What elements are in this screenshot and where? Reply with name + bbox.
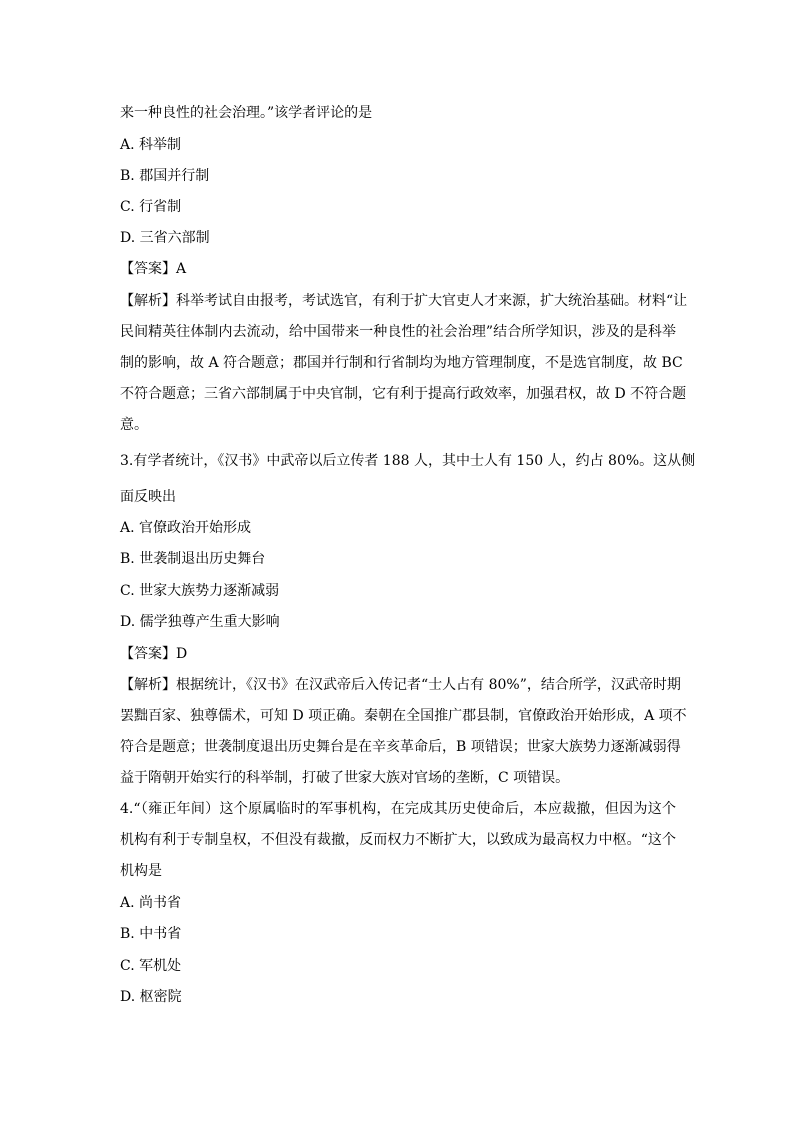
question-2-option-d: D. 三省六部制 — [120, 230, 210, 246]
question-2-stem-tail: 来一种良性的社会治理。”该学者评论的是 — [120, 105, 373, 121]
question-3-answer: 【答案】D — [120, 646, 188, 662]
question-4-option-b: B. 中书省 — [120, 926, 182, 942]
question-3-stem-line: 3.有学者统计，《汉书》中武帝以后立传者 188 人，其中士人有 150 人，约占 80%。这从侧 — [120, 453, 696, 469]
question-3-option-c: C. 世家大族势力逐渐减弱 — [120, 583, 280, 599]
question-4-option-c: C. 军机处 — [120, 958, 182, 974]
question-3-stem-line: 面反映出 — [120, 489, 176, 505]
question-4-stem-line: 机构是 — [120, 863, 162, 879]
question-3-option-b: B. 世袭制退出历史舞台 — [120, 551, 266, 567]
question-2-analysis-line: 意。 — [120, 417, 148, 433]
question-4-option-a: A. 尚书省 — [120, 895, 182, 911]
question-3-analysis-line: 益于隋朝开始实行的科举制，打破了世家大族对官场的垄断，C 项错误。 — [120, 770, 570, 786]
question-2-analysis-line: 民间精英往体制内去流动，给中国带来一种良性的社会治理”结合所学知识，涉及的是科举 — [120, 324, 676, 340]
question-2-option-a: A. 科举制 — [120, 137, 182, 153]
question-2-answer: 【答案】A — [120, 261, 187, 277]
question-2-analysis-line: 【解析】科举考试自由报考，考试选官，有利于扩大官吏人才来源，扩大统治基础。材料“让 — [120, 293, 688, 309]
question-3-analysis-line: 罢黜百家、独尊儒术，可知 D 项正确。秦朝在全国推广郡县制，官僚政治开始形成，A 项不 — [120, 708, 687, 724]
question-3-option-a: A. 官僚政治开始形成 — [120, 520, 252, 536]
question-4-option-d: D. 枢密院 — [120, 989, 182, 1005]
question-2-analysis-line: 制的影响，故 A 符合题意；郡国并行制和行省制均为地方管理制度，不是选官制度，故 BC — [120, 355, 683, 371]
question-4-stem-line: 4.“（雍正年间）这个原属临时的军事机构，在完成其历史使命后，本应裁撤，但因为这个 — [120, 801, 676, 817]
question-3-analysis-line: 符合是题意；世袭制度退出历史舞台是在辛亥革命后，B 项错误；世家大族势力逐渐减弱得 — [120, 739, 681, 755]
question-3-analysis-line: 【解析】根据统计，《汉书》在汉武帝后入传记者“士人占有 80%”，结合所学，汉武帝时期 — [120, 677, 681, 693]
question-4-stem-line: 机构有利于专制皇权，不但没有裁撤，反而权力不断扩大，以致成为最高权力中枢。“这个 — [120, 832, 676, 848]
question-2-option-c: C. 行省制 — [120, 199, 182, 215]
question-2-option-b: B. 郡国并行制 — [120, 168, 210, 184]
question-2-analysis-line: 不符合题意；三省六部制属于中央官制，它有利于提高行政效率，加强君权，故 D 不符合题 — [120, 386, 687, 402]
question-3-option-d: D. 儒学独尊产生重大影响 — [120, 614, 280, 630]
